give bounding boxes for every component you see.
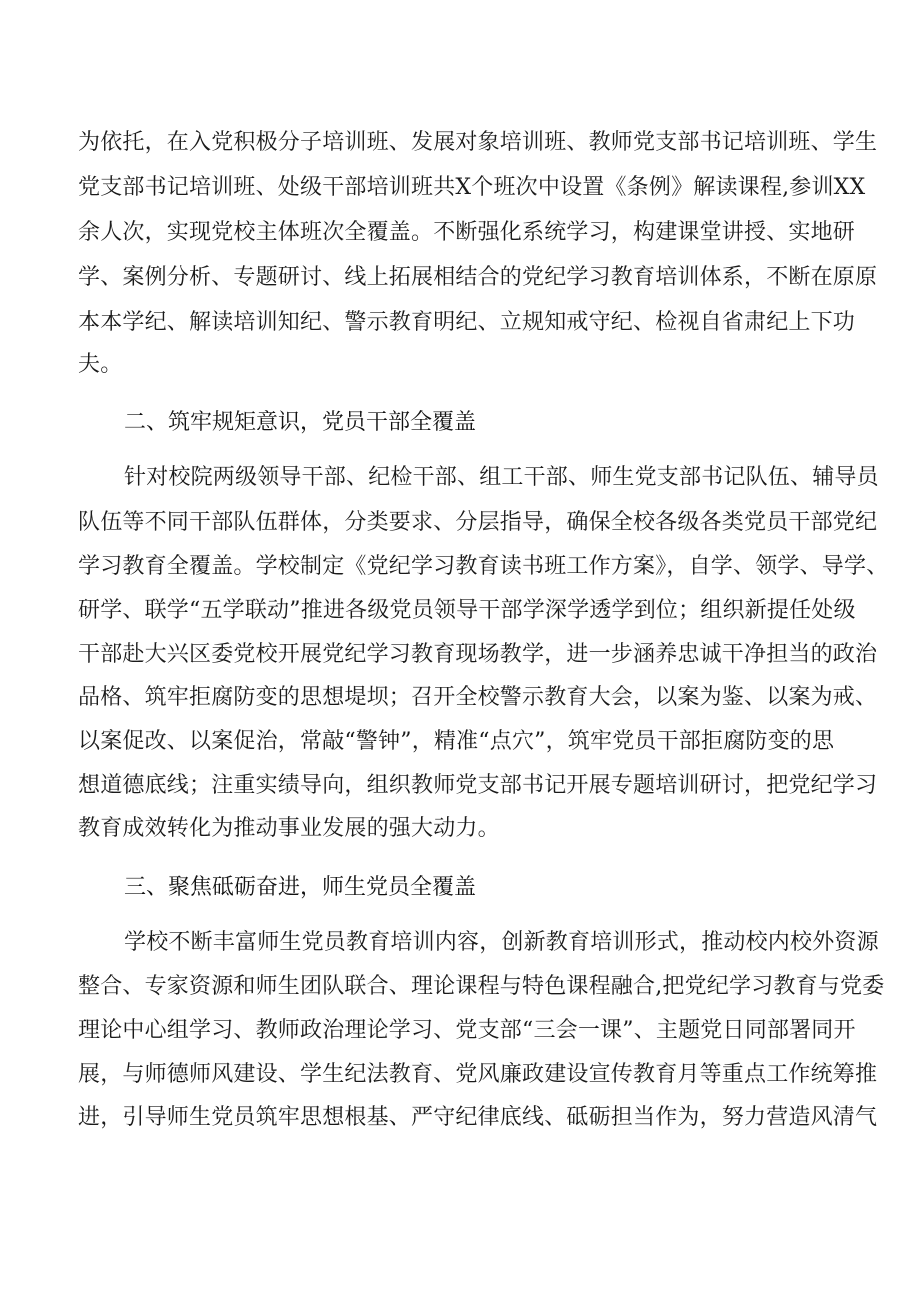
- text-line: 余人次，实现党校主体班次全覆盖。不断强化系统学习，构建课堂讲授、实地研: [78, 220, 856, 245]
- text-line: 整合、专家资源和师生团队联合、理论课程与特色课程融合,把党纪学习教育与党委: [78, 974, 885, 999]
- section-heading-3: 三、聚焦砥砺奋进，师生党员全覆盖: [124, 875, 477, 900]
- text-line: 以案促改、以案促治，常敲“警钟”，精准“点穴”，筑牢党员干部拒腐防变的思: [78, 729, 835, 754]
- text-line: 学习教育全覆盖。学校制定《党纪学习教育读书班工作方案》，自学、领学、导学、: [78, 554, 889, 579]
- text-line: 干部赴大兴区委党校开展党纪学习教育现场教学，进一步涵养忠诚干净担当的政治: [78, 642, 878, 667]
- text-line: 本本学纪、解读培训知纪、警示教育明纪、立规知戒守纪、检视自省肃纪上下功: [78, 310, 856, 335]
- text-line: 队伍等不同干部队伍群体，分类要求、分层指导，确保全校各级各类党员干部党纪: [78, 510, 878, 535]
- text-line: 展，与师德师风建设、学生纪法教育、党风廉政建设宣传教育月等重点工作统筹推: [78, 1062, 878, 1087]
- text-line: 想道德底线；注重实绩导向，组织教师党支部书记开展专题培训研讨，把党纪学习: [78, 773, 878, 798]
- text-line: 学校不断丰富师生党员教育培训内容，创新教育培训形式，推动校内校外资源: [124, 930, 879, 955]
- text-line: 夫。: [78, 352, 123, 377]
- section-heading-2: 二、筑牢规矩意识，党员干部全覆盖: [124, 410, 477, 435]
- text-line: 品格、筑牢拒腐防变的思想堤坝；召开全校警示教育大会，以案为鉴、以案为戒、: [78, 685, 878, 710]
- text-line: 研学、联学“五学联动”推进各级党员领导干部学深学透学到位；组织新提任处级: [78, 598, 856, 623]
- text-line: 党支部书记培训班、处级干部培训班共X个班次中设置《条例》解读课程,参训XX: [78, 175, 866, 200]
- text-line: 教育成效转化为推动事业发展的强大动力。: [78, 816, 500, 841]
- text-line: 学、案例分析、专题研讨、线上拓展相结合的党纪学习教育培训体系，不断在原原: [78, 265, 878, 290]
- text-line: 针对校院两级领导干部、纪检干部、组工干部、师生党支部书记队伍、辅导员: [124, 465, 879, 490]
- text-line: 进，引导师生党员筑牢思想根基、严守纪律底线、砥砺担当作为，努力营造风清气: [78, 1105, 878, 1130]
- text-line: 理论中心组学习、教师政治理论学习、党支部“三会一课”、主题党日同部署同开: [78, 1018, 856, 1043]
- text-line: 为依托，在入党积极分子培训班、发展对象培训班、教师党支部书记培训班、学生: [78, 130, 878, 155]
